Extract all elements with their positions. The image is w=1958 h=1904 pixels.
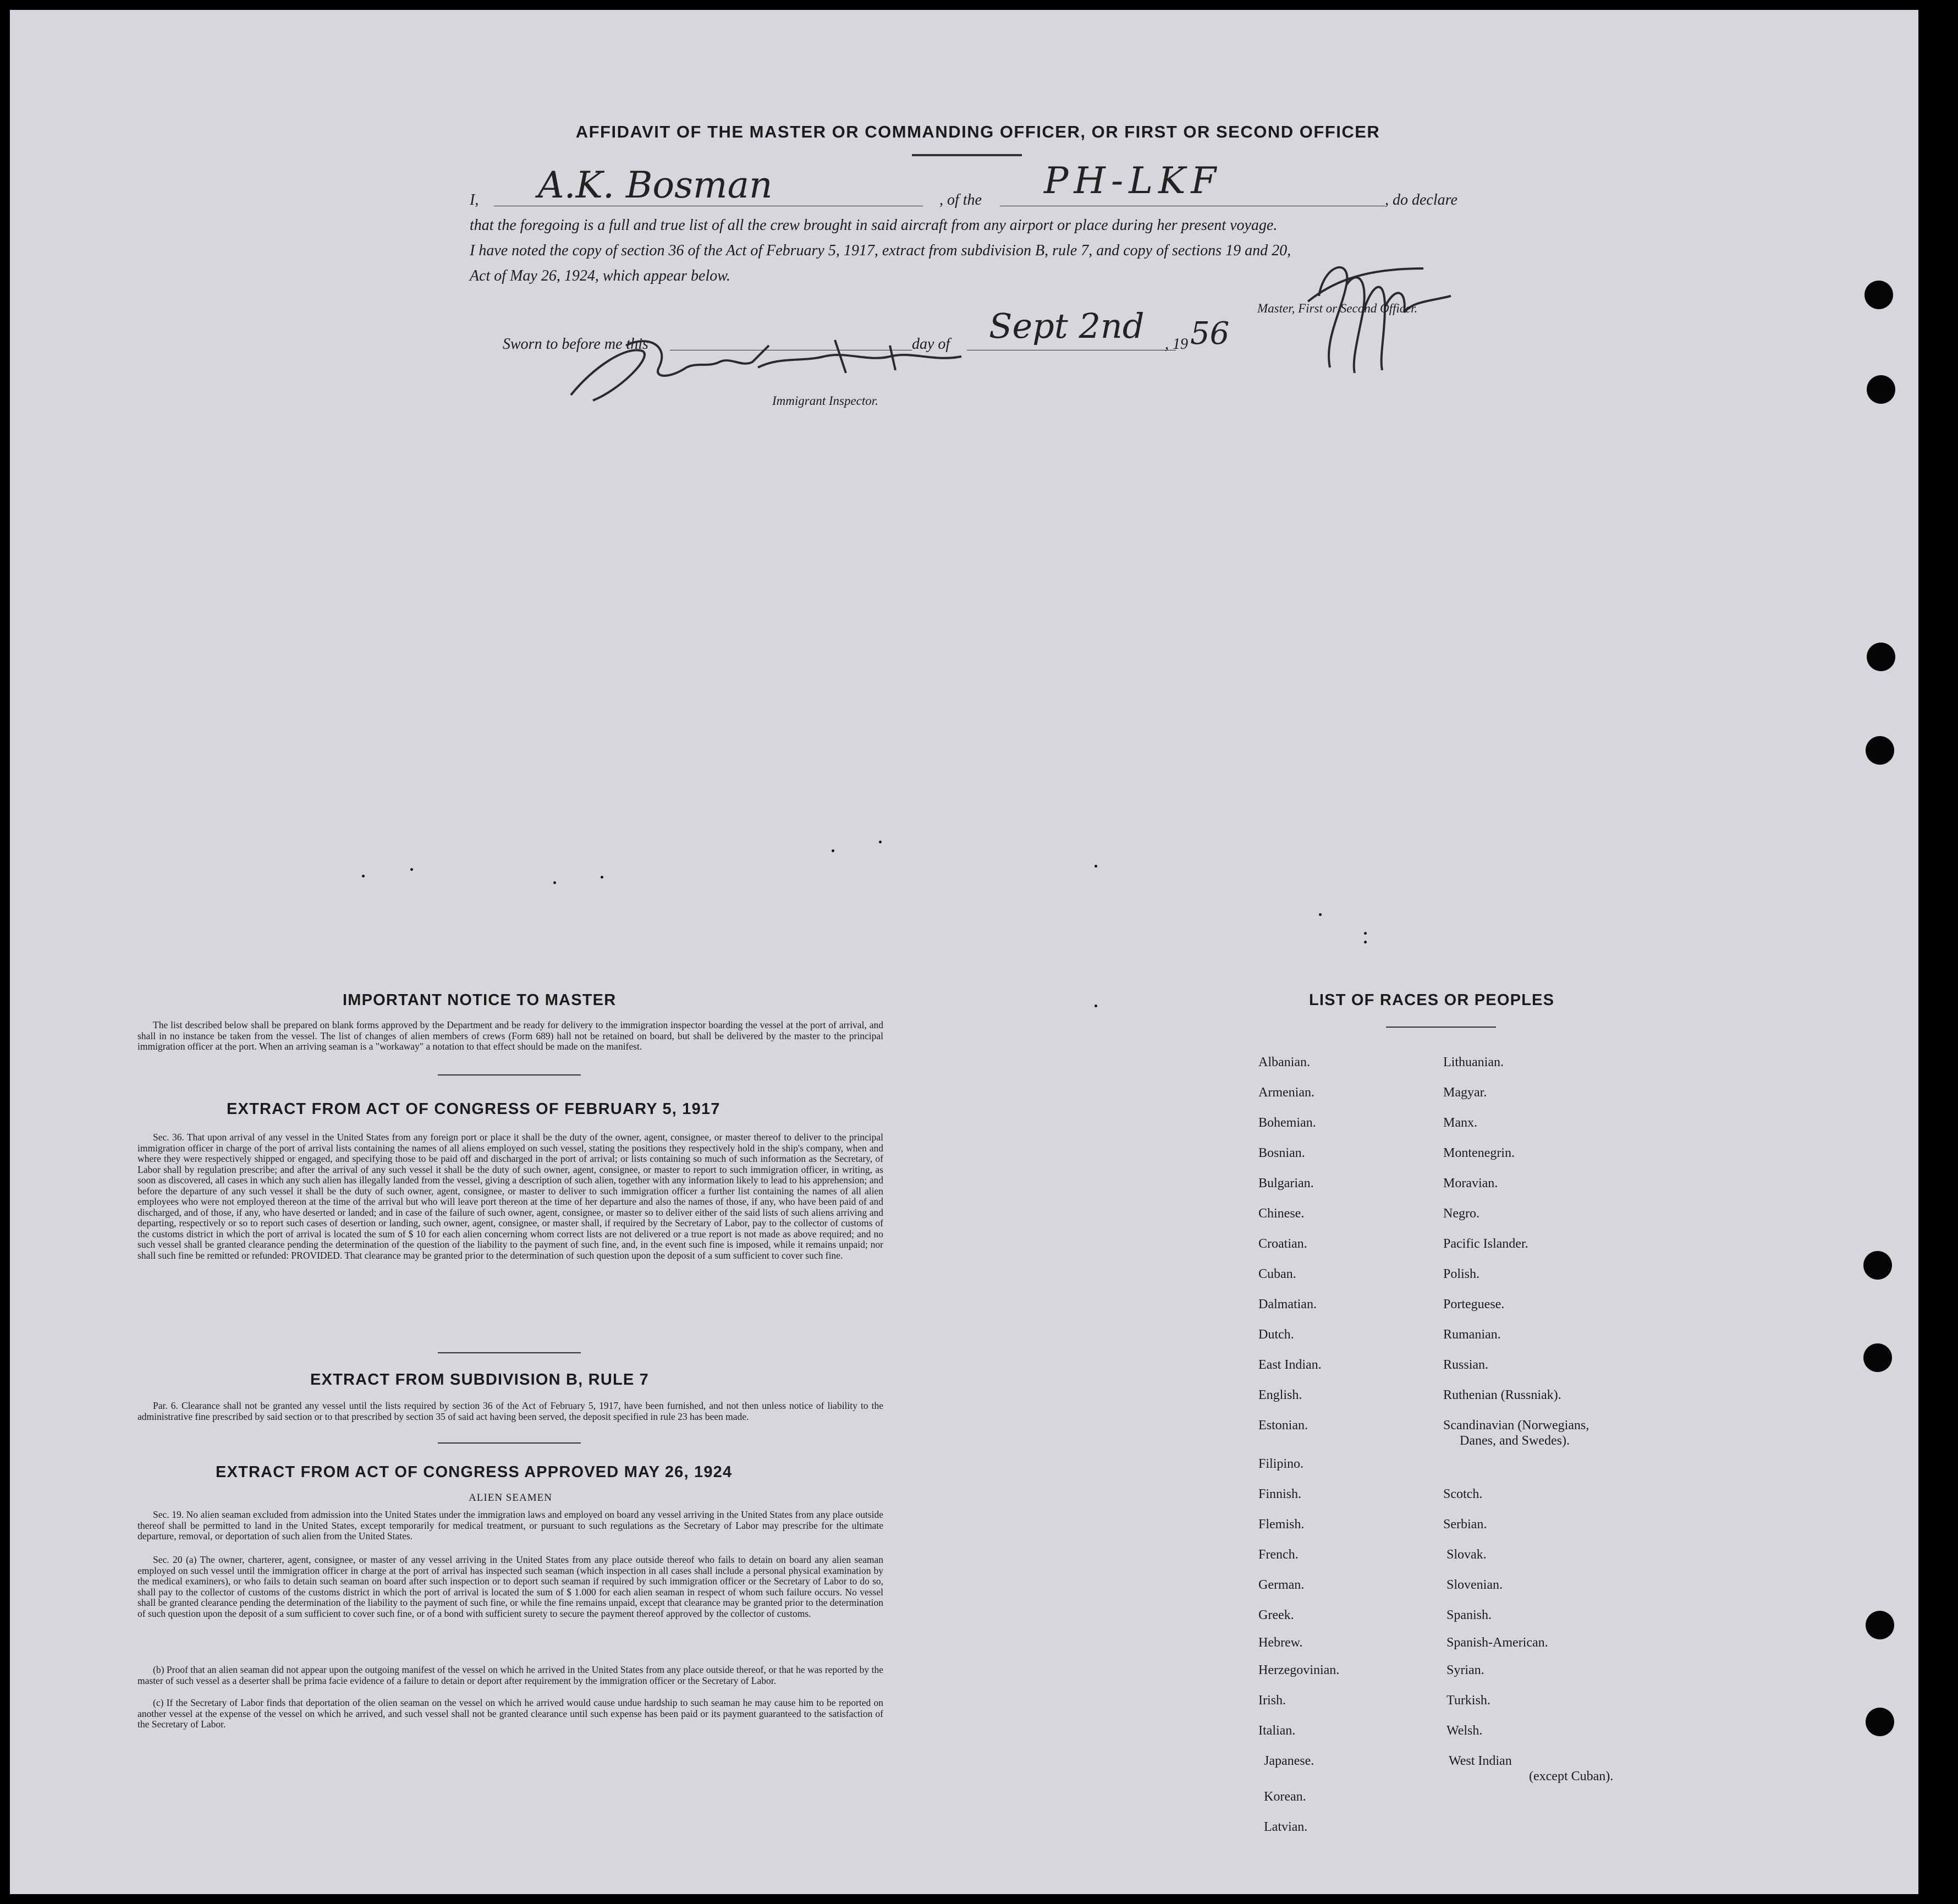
speck [1094,1005,1097,1007]
extract-1924-title: EXTRACT FROM ACT OF CONGRESS APPROVED MAY 26, 1924 [216,1463,733,1481]
race-item: Croatian. [1258,1237,1307,1251]
aircraft-handwritten: PH-LKF [1044,160,1222,202]
race-item: Moravian. [1443,1176,1498,1190]
speck [1094,865,1097,868]
punch-hole [1867,375,1895,404]
race-item: Porteguese. [1443,1297,1505,1312]
race-item: Pacific Islander. [1443,1237,1528,1251]
speck [879,841,882,843]
extract-1924-sec20b: (b) Proof that an alien seaman did not appear upon the outgoing manifest of the vessel on which he arrived in the United States from any place outside thereof, or that he was reported by the master of such vessel as a deserter shall be prima facie evidence of a failure to detain or deport after requirement by the immigration officer or the Secretary of Labor. [138,1664,883,1686]
race-item: Magyar. [1443,1085,1487,1100]
overline-stroke [912,154,1022,156]
race-item: (except Cuban). [1529,1769,1614,1784]
sworn-label: Sworn to before me this [503,336,648,353]
affidavit-i-label: I, [470,191,479,208]
race-item: Slovenian. [1447,1578,1503,1592]
document-sheet [10,10,1918,1894]
race-item: German. [1258,1578,1305,1592]
inspector-label: Immigrant Inspector. [772,394,878,408]
race-item: Russian. [1443,1358,1489,1372]
race-item: Dalmatian. [1258,1297,1317,1312]
race-item: Italian. [1258,1724,1296,1738]
extract-1924-sec20c: (c) If the Secretary of Labor finds that deportation of the olien seaman on the vessel on which he arrived would cause undue hardship to such seaman he may cause him to be reported on another vessel at the expense of the vessel on which he arrived, and such vessel shall not be granted clearance until such expense has been paid or its payment guaranteed to the satisfaction of the Secretary of Labor. [138,1697,883,1730]
race-item: English. [1258,1388,1302,1402]
affidavit-line-2: that the foregoing is a full and true list of all the crew brought in said aircraft from any airport or place during her present voyage. [470,217,1278,234]
divider-rule [438,1442,581,1444]
extract-1924-sec19: Sec. 19. No alien seaman excluded from admission into the United States under the immigration laws and employed on board any vessel arriving in the United States from any place outside thereof shall be permitted to land in the United States, except temporarily for medical treatment, or pursuant to such regulations as the Secretary of Labor may prescribe for the ultimate departure, removal, or deportation of such alien from the United States. [138,1509,883,1541]
race-item: Lithuanian. [1443,1055,1504,1069]
extract-1917-title: EXTRACT FROM ACT OF CONGRESS OF FEBRUARY 5, 1917 [227,1100,721,1118]
race-item: Bosnian. [1258,1146,1305,1160]
race-item: Turkish. [1447,1693,1491,1708]
affidavit-do-declare: , do declare [1385,191,1458,208]
races-title: LIST OF RACES OR PEOPLES [1309,991,1555,1009]
master-label: Master, First or Second Officer. [1257,301,1418,315]
year-prefix: , 19 [1165,336,1188,353]
race-item: Polish. [1443,1267,1480,1281]
races-divider [1386,1027,1496,1028]
race-item: Irish. [1258,1693,1286,1708]
affidavit-line-4: Act of May 26, 1924, which appear below. [470,267,730,284]
date-handwritten: Sept 2nd [989,306,1145,346]
speck [601,876,603,879]
punch-hole [1866,736,1894,765]
race-item: Bohemian. [1258,1116,1316,1130]
race-item: Ruthenian (Russniak). [1443,1388,1561,1402]
race-item: Latvian. [1264,1820,1308,1834]
race-item: Slovak. [1447,1548,1487,1562]
extract-rule7-title: EXTRACT FROM SUBDIVISION B, RULE 7 [310,1371,649,1389]
punch-hole [1863,1251,1892,1280]
master-name-handwritten: A.K. Bosman [538,164,773,206]
race-item: Finnish. [1258,1487,1302,1501]
race-item: Montenegrin. [1443,1146,1515,1160]
divider-rule [438,1352,581,1353]
race-item: Estonian. [1258,1418,1308,1433]
race-item: Herzegovinian. [1258,1663,1340,1677]
race-item: Korean. [1264,1790,1306,1804]
race-item: Greek. [1258,1608,1294,1622]
extract-1924-sec20a: Sec. 20 (a) The owner, charterer, agent, consignee, or master of any vessel arriving in the United States from any place outside thereof who fails to detain on board any alien seaman employed on such vessel until the immigration officer in charge at the port of arrival has inspected such seaman (which inspection in all cases shall include a personal physical examination by the medical examiners), or who fails to detain such seaman on board after such inspection or to deport such seaman if required by such immigration officer or the Secretary of Labor to do so, shall pay to the collector of customs of the customs district in which the port of arrival is located the sum of $ 1.000 for each alien seaman in respect of whom such failure occurs. No vessel shall be granted clearance pending the determination of the liability to the payment of such fine, or while the fine remains unpaid, except that clearance may be granted prior to the determination of such question upon the deposit of a sum sufficient to cover such fine, or of a bond with sufficient surety to secure the payment thereof approved by the collector of customs. [138,1554,883,1619]
race-item: Filipino. [1258,1457,1304,1471]
race-item: Syrian. [1447,1663,1484,1677]
race-item: Flemish. [1258,1517,1305,1532]
race-item: Albanian. [1258,1055,1310,1069]
speck [1364,932,1367,935]
race-item: Armenian. [1258,1085,1314,1100]
year-handwritten: 56 [1190,316,1230,352]
speck [1364,941,1367,943]
race-item: Danes, and Swedes). [1460,1434,1570,1448]
extract-rule7-text: Par. 6. Clearance shall not be granted any vessel until the lists required by section 36 of the Act of February 5, 1917, have been furnished, and not then unless notice of liability to the administrative fine prescribed by said section or to that prescribed by section 35 of said act having been served, the deposit specified in rule 23 has been made. [138,1400,883,1422]
race-item: Chinese. [1258,1206,1305,1221]
race-item: Spanish-American. [1447,1636,1548,1650]
speck [362,875,365,877]
race-item: Serbian. [1443,1517,1487,1532]
race-item: East Indian. [1258,1358,1322,1372]
speck [553,881,556,884]
affidavit-of-the: , of the [939,191,982,208]
affidavit-title: AFFIDAVIT OF THE MASTER OR COMMANDING OFFICER, OR FIRST OR SECOND OFFICER [575,122,1380,141]
race-item: Bulgarian. [1258,1176,1314,1190]
punch-hole [1863,1343,1892,1372]
notice-text: The list described below shall be prepared on blank forms approved by the Department and be ready for delivery to the immigration inspector boarding the vessel at the port of arrival, and shall in no instance be taken from the vessel. The list of changes of alien members of crews (Form 689) hall not be retained on board, but shall be delivered by the master to the principal immigration officer at the port. When an arriving seaman is a "workaway" a notation to that effect should be made on the manifest. [138,1019,883,1052]
speck [410,868,413,871]
day-of-label: day of [912,336,950,353]
race-item: West Indian [1449,1754,1512,1768]
race-item: Hebrew. [1258,1636,1303,1650]
extract-1917-text: Sec. 36. That upon arrival of any vessel in the United States from any foreign port or place it shall be the duty of the owner, agent, consignee, or master thereof to deliver to the principal immigration officer in charge of the port of arrival lists containing the names of all aliens employed on such vessel, stating the positions they respectively hold in the ship's company, when and where they were respectively shipped or engaged, and specifying those to be paid off and discharged in the port of arrival; or lists containing so much of such information as the Secretary, of Labor shall by regulation prescribe; and after the arrival of any such vessel it shall be the duty of such owner, agent, consignee, or master to report to such immigration officer, in writing, as soon as discovered, all cases in which any such alien has illegally landed from the vessel, giving a description of such alien, together with any information likely to lead to his apprehension; and before the departure of any such vessel it shall be the duty of such owner, agent, consignee, or master to deliver to such immigration officer a further list containing the names of all alien employees who were not employed thereon at the time of the arrival but who will leave port thereon at the time of her departure and also the names of those, if any, who have been paid of and discharged, and of those, if any, who have deserted or landed; and in case of the failure of such owner, agent, consignee, or master so to deliver either of the said lists of such aliens arriving and departing, respectively or so to report such cases of desertion or landing, such owner, agent, consignee, or master shall, if required by the Secretary of Labor, pay to the collector of customs of the customs district in which the port of arrival is located the sum of $ 10 for each alien concerning whom correct lists are not delivered or a true report is not made as above required; and no such vessel shall be granted clearance pending the determination of the question of the liability to the payment of such fine, and, in the event such fine is imposed, while it remains unpaid; nor shall such fine be remitted or refunded: PROVIDED. That clearance may be granted prior to the determination of such question upon the deposit of a sum sufficient to cover such fine. [138,1132,883,1261]
punch-hole [1865,281,1893,309]
punch-hole [1866,1611,1894,1639]
punch-hole [1867,643,1895,671]
race-item: Japanese. [1264,1754,1314,1768]
race-item: Scotch. [1443,1487,1483,1501]
speck [832,849,834,852]
race-item: Rumanian. [1443,1327,1501,1342]
race-item: Spanish. [1447,1608,1492,1622]
race-item: French. [1258,1548,1299,1562]
race-item: Dutch. [1258,1327,1294,1342]
affidavit-line-3: I have noted the copy of section 36 of the Act of February 5, 1917, extract from subdivision B, rule 7, and copy of sections 19 and 20, [470,242,1291,259]
extract-1924-subtitle: ALIEN SEAMEN [469,1492,552,1504]
race-item: Cuban. [1258,1267,1296,1281]
race-item: Welsh. [1447,1724,1483,1738]
race-item: Manx. [1443,1116,1477,1130]
notice-title: IMPORTANT NOTICE TO MASTER [343,991,617,1009]
punch-hole [1866,1708,1894,1736]
divider-rule [438,1074,581,1076]
speck [1319,913,1322,916]
race-item: Negro. [1443,1206,1480,1221]
race-item: Scandinavian (Norwegians, [1443,1418,1590,1433]
